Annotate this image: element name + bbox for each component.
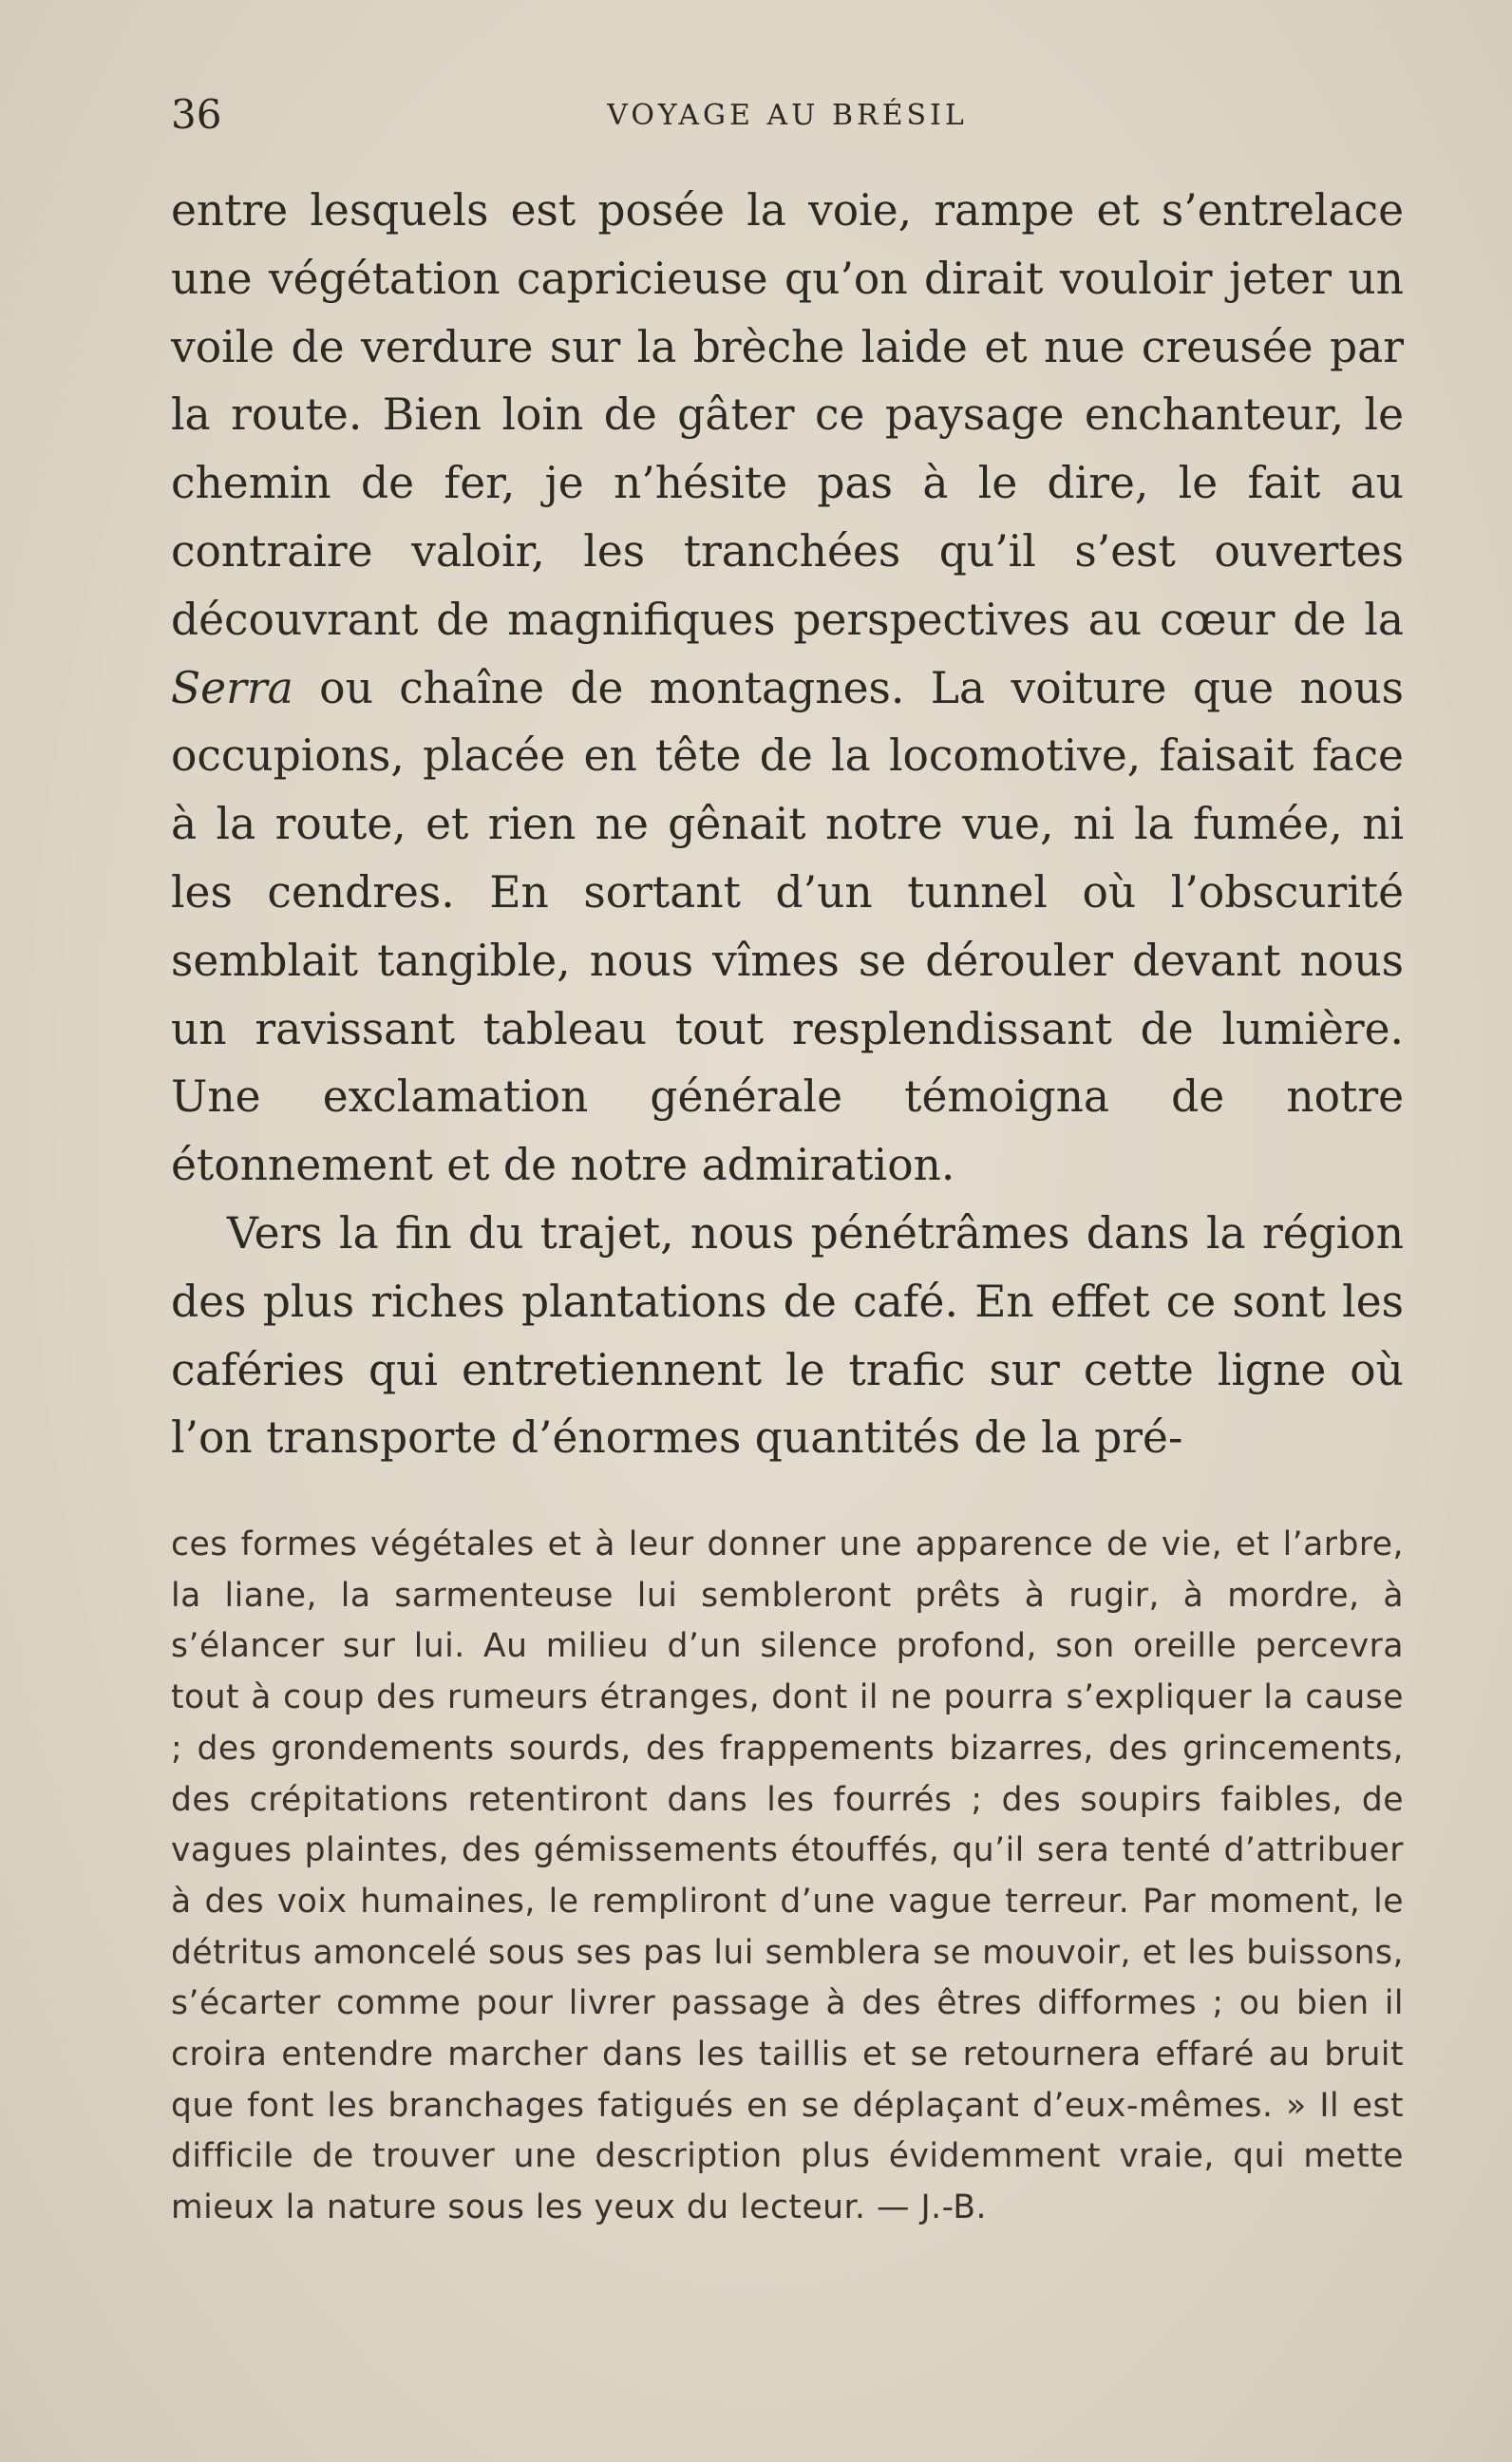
- paragraph-1-text-b: ou chaîne de montagnes. La voiture que nous occupions, placée en tête de la locomotive, faisait face à la route, et rien ne gênait notre vue, ni la fumée, ni les cendres. En sortant d’un tunnel où l’obscurité semblait tangible, nous vîmes se dérouler devant nous un ravissant tableau tout resplendissant de lumière. Une exclamation générale témoigna de notre étonnement et de notre admiration.: [171, 662, 1405, 1191]
- paragraph-2: Vers la fin du trajet, nous pénétrâmes dans la région des plus riches plantations de café. En effet ce sont les caféries qui entretiennent le trafic sur cette ligne où l’on transporte d’énormes quantités de la pré-: [171, 1207, 1404, 1464]
- italic-term-serra: Serra: [171, 662, 293, 713]
- paragraph-1: [171, 177, 1404, 1200]
- footnote: [171, 1520, 1404, 2234]
- page-number: 36: [171, 91, 222, 138]
- footnote-text: ces formes végétales et à leur donner une apparence de vie, et l’arbre, la liane, la sarmenteuse lui sembleront prêts à rugir, à mordre, à s’élancer sur lui. Au milieu d’un silence profond, son oreille percevra tout à coup des rumeurs étranges, dont il ne pourra s’expliquer la cause ; des grondements sourds, des frappements bizarres, des grincements, des crépitations retentiront dans les fourrés ; des soupirs faibles, de vagues plaintes, des gémissements étouffés, qu’il sera tenté d’attribuer à des voix humaines, le rempliront d’une vague terreur. Par moment, le détritus amoncelé sous ses pas lui semblera se mouvoir, et les buissons, s’écarter comme pour livrer passage à des êtres difformes ; ou bien il croira entendre marcher dans les taillis et se retournera effaré au bruit que font les branchages fatigués en se déplaçant d’eux-mêmes. » Il est difficile de trouver une description plus évidemment vraie, qui mette mieux la nature sous les yeux du lecteur. — J.-B.: [171, 1525, 1404, 2227]
- paragraph-1-text-a: entre lesquels est posée la voie, rampe et s’entrelace une végétation capricieuse qu’on dirait vouloir jeter un voile de verdure sur la brèche laide et nue creusée par la route. Bien loin de gâter ce paysage enchanteur, le chemin de fer, je n’hésite pas à le dire, le fait au contraire valoir, les tranchées qu’il s’est ouvertes découvrant de magnifiques perspectives au cœur de la: [171, 185, 1404, 645]
- main-text: [171, 177, 1404, 1472]
- page-header: [171, 91, 1404, 148]
- running-title: VOYAGE AU BRÉSIL: [607, 99, 968, 132]
